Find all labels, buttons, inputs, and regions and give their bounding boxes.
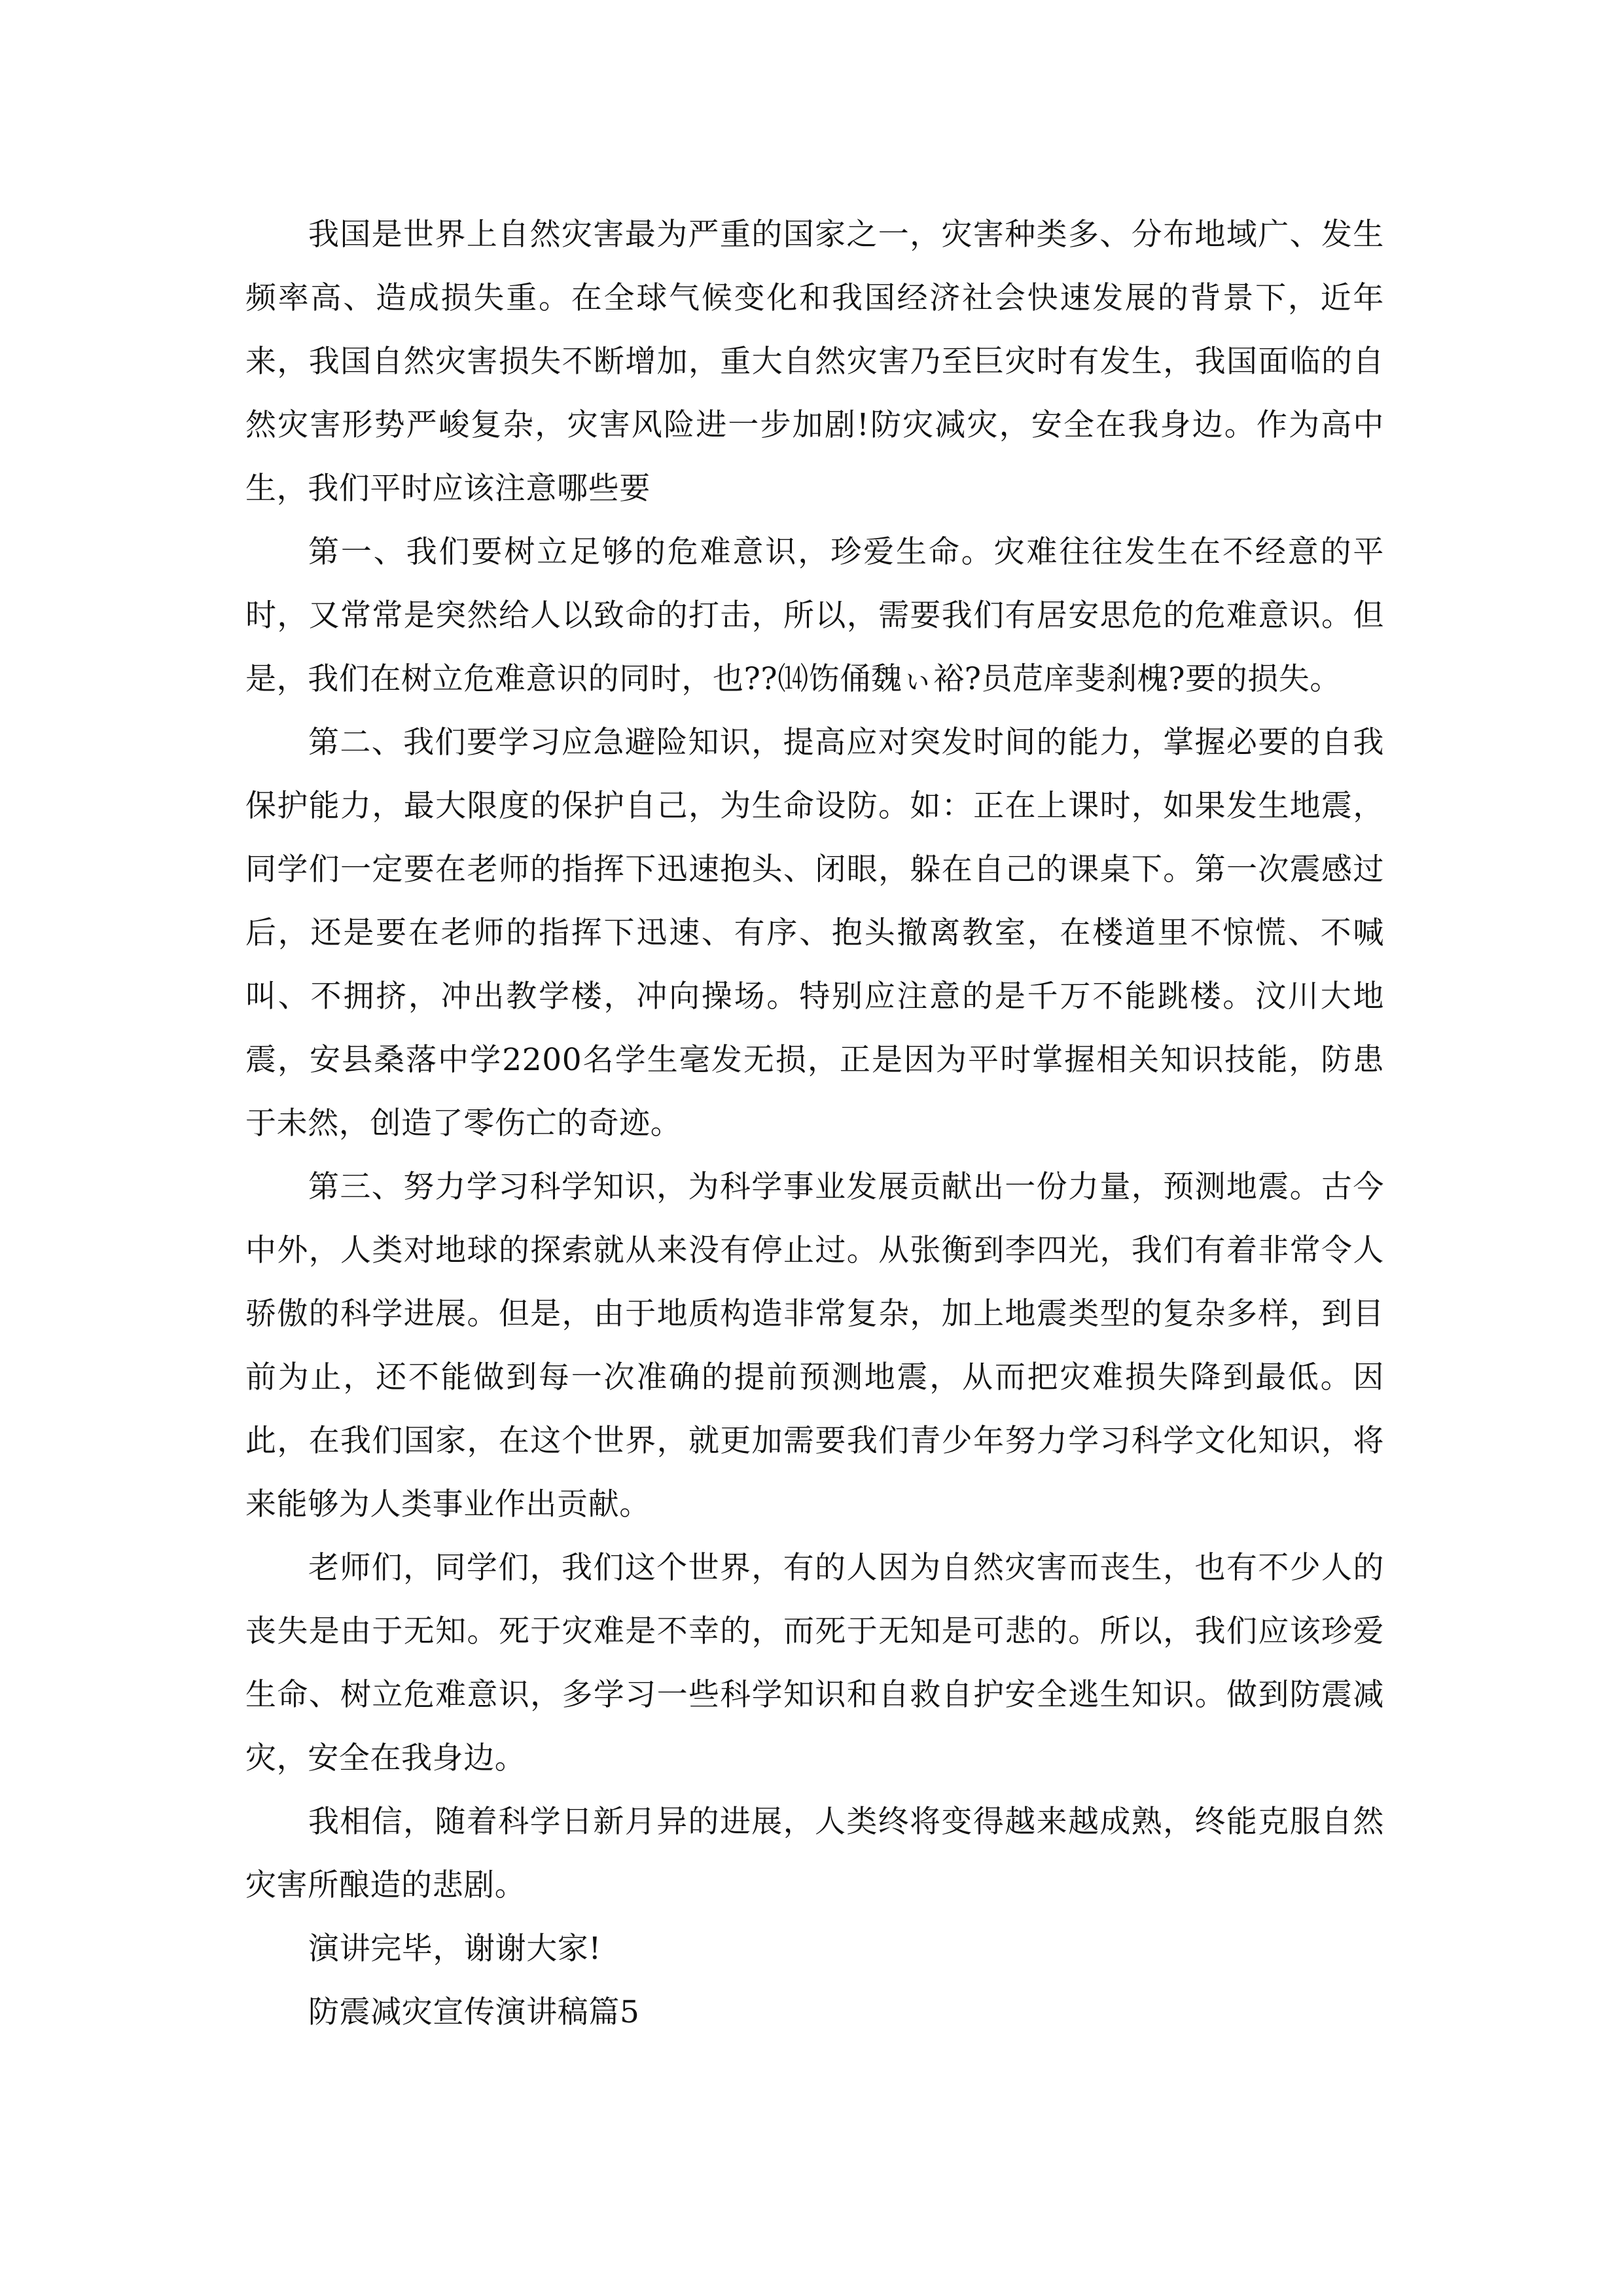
- paragraph-first-point: 第一、我们要树立足够的危难意识，珍爱生命。灾难往往发生在不经意的平时，又常常是突然给人以致命的打击，所以，需要我们有居安思危的危难意识。但是，我们在树立危难意识的同时，也??⒁饬俑魏ぃ裕?员苊庠斐刹槐?要的损失。: [245, 534, 1384, 697]
- paragraph-intro: 我国是世界上自然灾害最为严重的国家之一，灾害种类多、分布地域广、发生频率高、造成损失重。在全球气候变化和我国经济社会快速发展的背景下，近年来，我国自然灾害损失不断增加，重大自然灾害乃至巨灾时有发生，我国面临的自然灾害形势严峻复杂，灾害风险进一步加剧!防灾减灾，安全在我身边。作为高中生，我们平时应该注意哪些要: [245, 217, 1384, 507]
- document-body: [245, 203, 1384, 2044]
- paragraph-third-point: 第三、努力学习科学知识，为科学事业发展贡献出一份力量，预测地震。古今中外，人类对地球的探索就从来没有停止过。从张衡到李四光，我们有着非常令人骄傲的科学进展。但是，由于地质构造非常复杂，加上地震类型的复杂多样，到目前为止，还不能做到每一次准确的提前预测地震，从而把灾难损失降到最低。因此，在我们国家，在这个世界，就更加需要我们青少年努力学习科学文化知识，将来能够为人类事业作出贡献。: [245, 1169, 1384, 1522]
- closing-remark: 演讲完毕，谢谢大家!: [308, 1931, 601, 1967]
- next-section-title: 防震减灾宣传演讲稿篇5: [308, 1994, 640, 2030]
- paragraph-address-audience: 老师们，同学们，我们这个世界，有的人因为自然灾害而丧生，也有不少人的丧失是由于无知。死于灾难是不幸的，而死于无知是可悲的。所以，我们应该珍爱生命、树立危难意识，多学习一些科学知识和自救自护安全逃生知识。做到防震减灾，安全在我身边。: [245, 1550, 1384, 1776]
- paragraph-second-point: 第二、我们要学习应急避险知识，提高应对突发时间的能力，掌握必要的自我保护能力，最大限度的保护自己，为生命设防。如：正在上课时，如果发生地震，同学们一定要在老师的指挥下迅速抱头、闭眼，躲在自己的课桌下。第一次震感过后，还是要在老师的指挥下迅速、有序、抱头撤离教室，在楼道里不惊慌、不喊叫、不拥挤，冲出教学楼，冲向操场。特别应注意的是千万不能跳楼。汶川大地震，安县桑落中学2200名学生毫发无损，正是因为平时掌握相关知识技能，防患于未然，创造了零伤亡的奇迹。: [245, 725, 1384, 1141]
- paragraph-belief: 我相信，随着科学日新月异的进展，人类终将变得越来越成熟，终能克服自然灾害所酿造的悲剧。: [245, 1804, 1384, 1903]
